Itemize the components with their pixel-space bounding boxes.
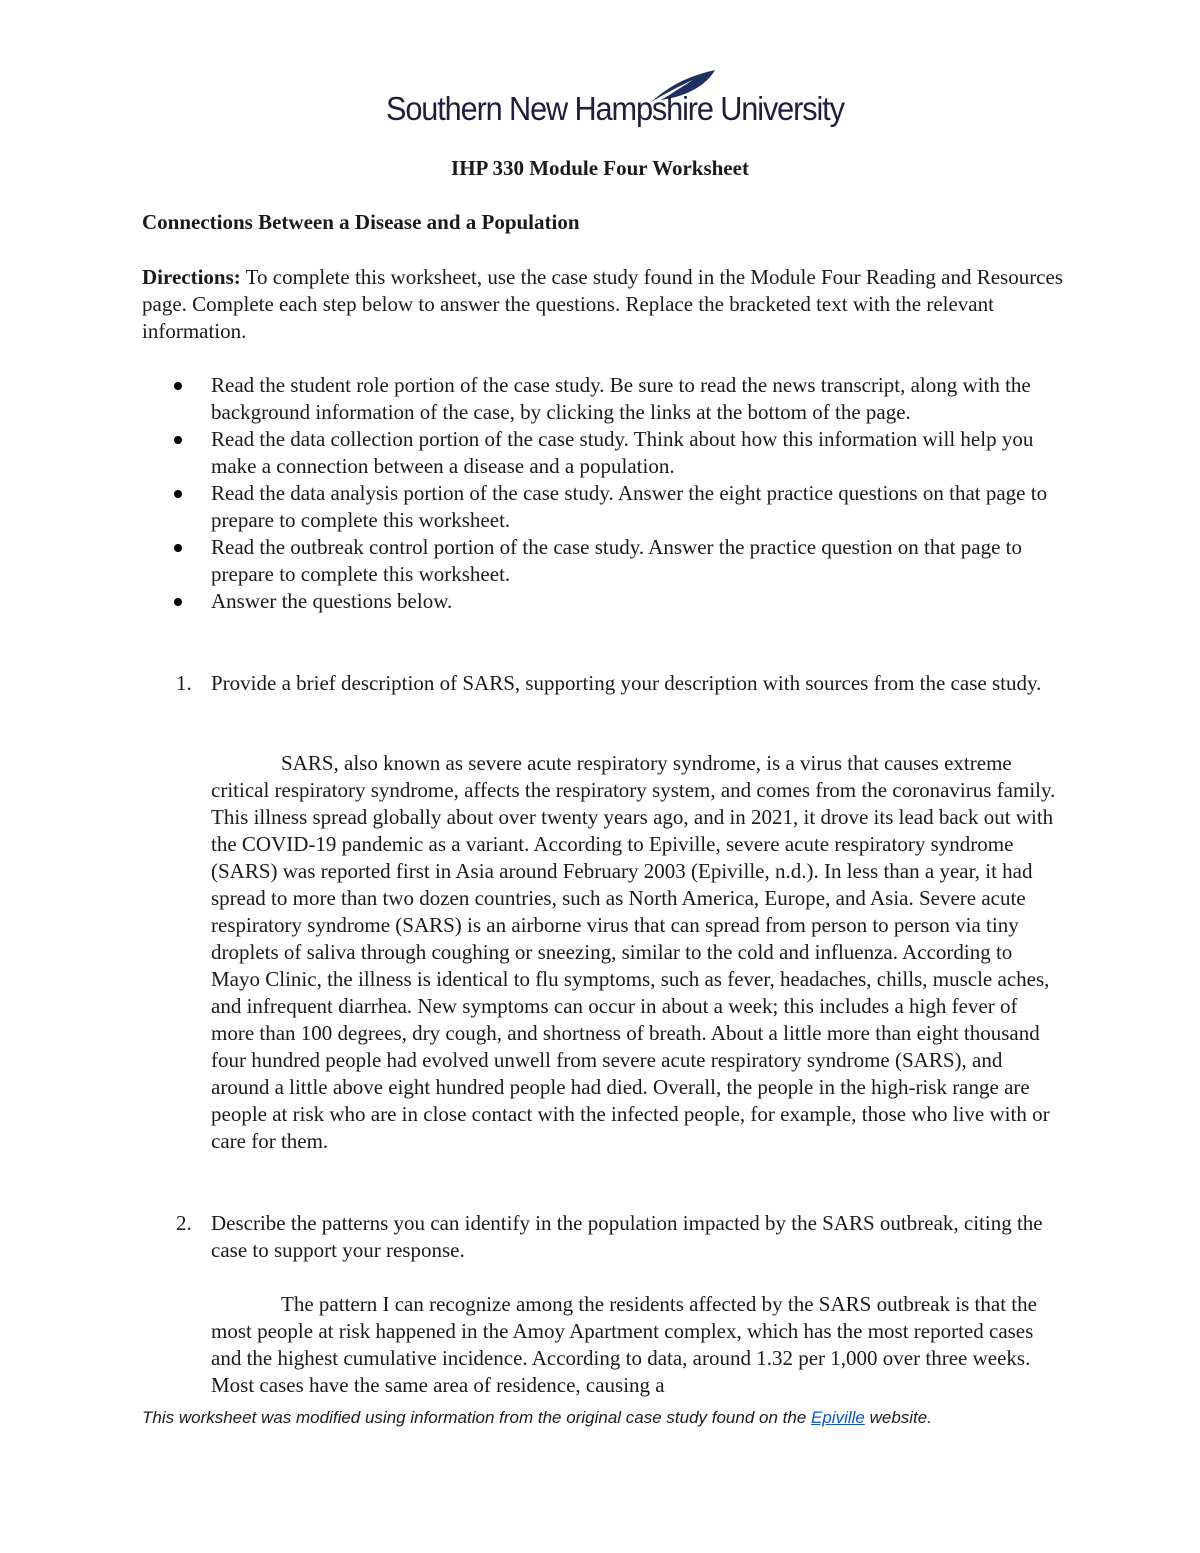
epiville-link[interactable]: Epiville [811,1408,865,1427]
list-item: Read the student role portion of the case study. Be sure to read the news transcript, along with the background information of the case, by clicking the links at the bottom of the page. [142,372,1072,426]
bullet-icon [174,436,182,444]
answer-1: SARS, also known as severe acute respiratory syndrome, is a virus that causes extreme critical respiratory syndrome, affects the respiratory system, and comes from the coronavirus family. This illness spread globally about over twenty years ago, and in 2021, it drove its lead back out with the COVID-19 pandemic as a variant. According to Epiville, severe acute respiratory syndrome (SARS) was reported first in Asia around February 2003 (Epiville, n.d.). In less than a year, it had spread to more than two dozen countries, such as North America, Europe, and Asia. Severe acute respiratory syndrome (SARS) is an airborne virus that can spread from person to person via tiny droplets of saliva through coughing or sneezing, similar to the cold and influenza. According to Mayo Clinic, the illness is identical to flu symptoms, such as fever, headaches, chills, muscle aches, and infrequent diarrhea. New symptoms can occur in about a week; this includes a high fever of more than 100 degrees, dry cough, and shortness of breath. About a little more than eight thousand four hundred people had evolved unwell from severe acute respiratory syndrome (SARS), and around a little above eight hundred people had died. Overall, the people in the high-risk range are people at risk who are in close contact with the infected people, for example, those who live with or care for them. [211,751,1056,1153]
directions-label: Directions: [142,265,241,289]
footer-note: This worksheet was modified using information from the original case study found on the Epiville website. [142,1408,932,1427]
bullet-icon [174,598,182,606]
directions-paragraph [142,264,1072,345]
directions-text: To complete this worksheet, use the case study found in the Module Four Reading and Resources page. Complete each step below to answer the questions. Replace the bracketed text with the relevant information. [142,265,1063,343]
bullet-icon [174,544,182,552]
question-number: 2. [176,1211,192,1235]
bullet-icon [174,490,182,498]
university-logo [386,66,844,136]
question-text: Describe the patterns you can identify in the population impacted by the SARS outbreak, citing the case to support your response. [211,1211,1043,1262]
logo-wordmark: Southern New Hampshire University [386,90,844,127]
section-heading: Connections Between a Disease and a Population [142,210,580,234]
list-item: Read the outbreak control portion of the case study. Answer the practice question on that page to prepare to complete this worksheet. [142,534,1072,588]
question-number: 1. [176,671,192,695]
list-item: Answer the questions below. [142,588,1072,615]
list-item: Read the data analysis portion of the case study. Answer the eight practice questions on that page to prepare to complete this worksheet. [142,480,1072,534]
bullet-icon [174,382,182,390]
list-item: Read the data collection portion of the case study. Think about how this information will help you make a connection between a disease and a population. [142,426,1072,480]
question-text: Provide a brief description of SARS, supporting your description with sources from the case study. [211,671,1042,695]
answer-2: The pattern I can recognize among the residents affected by the SARS outbreak is that the most people at risk happened in the Amoy Apartment complex, which has the most reported cases and the highest cumulative incidence. According to data, around 1.32 per 1,000 over three weeks. Most cases have the same area of residence, causing a [211,1292,1037,1397]
question-1 [142,670,1072,697]
instructions-list [142,372,1072,615]
question-2 [142,1210,1072,1264]
page-title: IHP 330 Module Four Worksheet [451,156,749,180]
